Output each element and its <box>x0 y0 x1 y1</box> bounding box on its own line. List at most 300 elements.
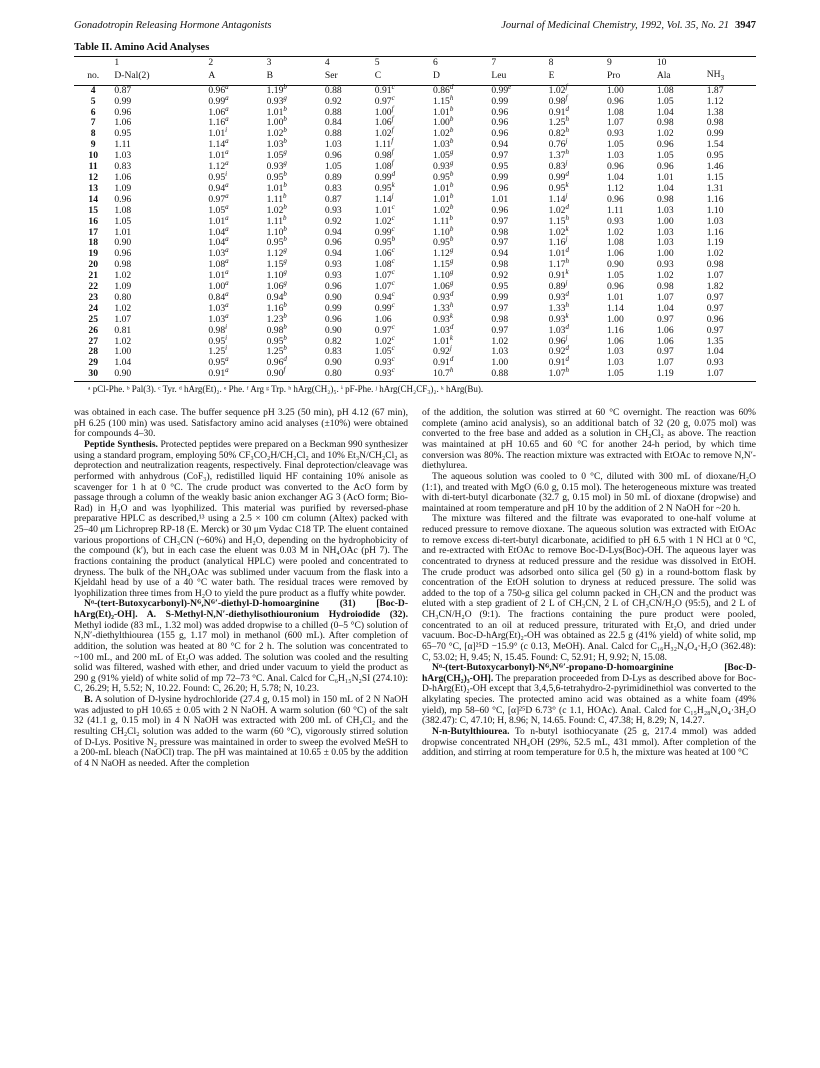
table-row <box>74 238 756 249</box>
cell-value: 10.7 <box>433 368 450 380</box>
cell-value: 1.15 <box>548 215 566 227</box>
cell-value: 1.00 <box>606 84 624 96</box>
table-cell <box>489 369 546 381</box>
cell-footnote-mark: f <box>391 115 394 124</box>
cell-footnote-mark: d <box>565 202 569 211</box>
table-cell <box>323 369 373 381</box>
cell-footnote-mark: b <box>283 137 287 146</box>
compound-number: 29 <box>88 357 98 369</box>
column-header: no. <box>74 69 112 85</box>
cell-value: 1.17 <box>548 259 566 271</box>
cell-value: 0.95 <box>114 128 132 140</box>
table-row <box>74 358 756 369</box>
cell-value: 0.95 <box>374 182 392 194</box>
cell-value: 1.01 <box>266 106 284 118</box>
cell-value: 0.98 <box>208 324 226 336</box>
cell-value: 1.07 <box>656 291 674 303</box>
table-row <box>74 293 756 304</box>
cell-value: 0.89 <box>548 281 566 293</box>
cell-footnote-mark: a <box>225 82 229 91</box>
cell-footnote-mark: a <box>225 235 229 244</box>
cell-footnote-mark: b <box>283 202 287 211</box>
cell-footnote-mark: a <box>225 93 229 102</box>
cell-value: 0.88 <box>324 128 342 140</box>
cell-footnote-mark: k <box>391 180 395 189</box>
cell-value: 1.33 <box>548 302 566 314</box>
column-number: 9 <box>606 57 612 68</box>
cell-value: 0.93 <box>433 313 450 325</box>
cell-value: 1.08 <box>374 259 392 271</box>
cell-value: 0.97 <box>491 237 509 249</box>
running-header <box>74 20 756 38</box>
cell-footnote-mark: j <box>391 191 394 200</box>
cell-footnote-mark: c <box>391 93 395 102</box>
cell-footnote-mark: a <box>225 300 229 309</box>
cell-footnote-mark: b <box>449 126 454 135</box>
cell-value: 0.95 <box>208 335 226 347</box>
cell-value: 1.07 <box>374 270 392 282</box>
compound-number: 7 <box>90 117 96 129</box>
cell-value: 1.01 <box>433 335 450 347</box>
table-row <box>74 282 756 293</box>
body-paragraph <box>422 408 756 472</box>
cell-value: 0.99 <box>374 226 392 238</box>
cell-value: 1.00 <box>266 117 284 129</box>
table-body <box>74 82 756 381</box>
cell-footnote-mark: a <box>225 366 229 375</box>
cell-value: 1.25 <box>548 117 566 129</box>
column-header: D-Nal(2) <box>112 69 206 85</box>
cell-value: 0.81 <box>114 324 132 336</box>
cell-footnote-mark: h <box>449 300 454 309</box>
cell-value: 0.89 <box>324 171 342 183</box>
cell-value: 0.94 <box>324 248 342 260</box>
cell-value: 0.96 <box>208 84 226 96</box>
cell-value: 1.01 <box>208 150 226 162</box>
cell-value: 1.05 <box>656 150 674 162</box>
cell-value: 0.98 <box>266 324 284 336</box>
cell-value: 1.12 <box>266 248 284 260</box>
cell-value: 1.12 <box>208 161 226 173</box>
cell-value: 1.07 <box>548 368 566 380</box>
cell-footnote-mark: i <box>225 344 228 353</box>
cell-value: 0.87 <box>324 193 342 205</box>
cell-value: 0.95 <box>548 182 566 194</box>
table-cell <box>206 366 264 381</box>
paragraph-heading: Nᵅ-(tert-Butoxycarbonyl)-Nᴳ,Nᴳ′-diethyl-D-homoarginine (31) [Boc-D-hArg(Et)₂-OH]. A. S-Methyl-N,N′-diethylisothiouronium Hydroiodide (32). <box>74 598 408 621</box>
cell-value: 1.02 <box>114 270 132 282</box>
cell-value: 1.01 <box>656 171 674 183</box>
column-number: 7 <box>491 57 497 68</box>
cell-value: 1.11 <box>606 204 624 216</box>
cell-value: 0.95 <box>266 237 284 249</box>
cell-value: 0.94 <box>491 139 509 151</box>
cell-value: 0.96 <box>324 281 342 293</box>
cell-footnote-mark: g <box>283 257 287 266</box>
cell-value: 1.01 <box>266 182 284 194</box>
table-row <box>74 217 756 228</box>
column-header: $NH_3$ <box>705 69 756 85</box>
cell-value: 1.05 <box>114 215 132 227</box>
cell-footnote-mark: j <box>565 191 568 200</box>
body-paragraph <box>422 663 756 727</box>
cell-footnote-mark: g <box>449 158 454 167</box>
cell-value: 0.99 <box>208 95 226 107</box>
table-row <box>74 347 756 358</box>
column-number <box>705 57 756 69</box>
cell-value: 0.97 <box>656 346 674 358</box>
cell-footnote-mark: g <box>283 278 287 287</box>
cell-footnote-mark: b <box>449 104 454 113</box>
cell-value: 0.93 <box>606 128 624 140</box>
paragraph-text: The aqueous solution was cooled to 0 °C, diluted with 300 mL of dioxane/H₂O (1:1), and treated with MgO (6.0 g, 0.15 mol). The heterogeneous mixture was treated with di-tert-butyl dicarbonate (32.7 g, 0.15 mol) in 50 mL of dioxane (dropwise) and maintained at room temperature and pH 10 by the addition of 2 N NaOH for ~20 h. <box>422 470 756 514</box>
cell-value: 1.05 <box>324 161 342 173</box>
column-number: 5 <box>374 57 380 68</box>
table-row <box>74 271 756 282</box>
cell-footnote-mark: f <box>391 126 394 135</box>
cell-footnote-mark: g <box>283 147 287 156</box>
cell-value: 0.83 <box>114 161 132 173</box>
cell-value: 1.23 <box>266 313 284 325</box>
cell-value: 1.15 <box>706 171 724 183</box>
column-header: C <box>373 69 431 85</box>
cell-footnote-mark: c <box>391 213 395 222</box>
cell-footnote-mark: j <box>565 278 568 287</box>
cell-value: 1.09 <box>114 182 132 194</box>
cell-value: 1.01 <box>208 270 226 282</box>
cell-value: 1.03 <box>114 150 132 162</box>
cell-footnote-mark: a <box>225 191 229 200</box>
cell-value: 0.99 <box>491 95 509 107</box>
cell-footnote-mark: j <box>449 344 452 353</box>
cell-value: 0.90 <box>114 237 132 249</box>
cell-value: 1.11 <box>374 139 392 151</box>
cell-footnote-mark: c <box>391 322 395 331</box>
compound-number: 20 <box>88 259 98 271</box>
cell-value: 0.99 <box>374 171 392 183</box>
cell-value: 1.00 <box>656 248 674 260</box>
cell-value: 0.82 <box>324 335 342 347</box>
column-number: 2 <box>208 57 214 68</box>
page-number: 3947 <box>735 20 756 31</box>
cell-footnote-mark: f <box>283 366 286 375</box>
cell-value: 0.93 <box>706 357 724 369</box>
cell-value: 1.16 <box>706 193 724 205</box>
cell-footnote-mark: d <box>449 289 454 298</box>
cell-footnote-mark: b <box>283 322 287 331</box>
cell-footnote-mark: a <box>225 311 229 320</box>
cell-footnote-mark: a <box>225 104 229 113</box>
cell-value: 1.82 <box>706 281 724 293</box>
cell-value: 1.03 <box>656 237 674 249</box>
cell-value: 1.06 <box>374 117 392 129</box>
cell-footnote-mark: f <box>565 82 568 91</box>
cell-footnote-mark: h <box>565 115 569 124</box>
table-row <box>74 173 756 184</box>
compound-number: 15 <box>88 204 98 216</box>
compound-number: 10 <box>88 150 98 162</box>
cell-value: 1.14 <box>208 139 226 151</box>
column-header: E <box>547 69 605 85</box>
cell-value: 0.98 <box>706 259 724 271</box>
cell-value: 0.96 <box>324 150 342 162</box>
cell-value: 1.06 <box>656 335 674 347</box>
cell-value: 0.98 <box>656 117 674 129</box>
table-row <box>74 184 756 195</box>
cell-value: 1.02 <box>548 84 566 96</box>
cell-value: 1.02 <box>433 204 450 216</box>
cell-footnote-mark: b <box>283 82 287 91</box>
cell-value: 1.25 <box>208 346 226 358</box>
cell-footnote-mark: c <box>391 202 395 211</box>
table-row <box>74 260 756 271</box>
cell-value: 1.01 <box>208 128 226 140</box>
column-number: 8 <box>548 57 554 68</box>
cell-value: 1.31 <box>706 182 724 194</box>
paragraph-heading: Nᵅ-(tert-Butoxycarbonyl)-Nᴳ,Nᴳ′-propano-D-homoarginine [Boc-D-hArg(CH₂)₃-OH]. <box>422 662 756 684</box>
cell-value: 1.04 <box>706 346 724 358</box>
cell-value: 1.14 <box>606 302 624 314</box>
cell-value: 1.06 <box>433 281 450 293</box>
cell-footnote-mark: b <box>449 137 454 146</box>
cell-value: 0.93 <box>374 357 392 369</box>
cell-value: 0.96 <box>491 182 509 194</box>
cell-value: 0.88 <box>491 368 509 380</box>
cell-value: 0.99 <box>114 95 132 107</box>
cell-value: 1.08 <box>208 259 226 271</box>
cell-footnote-mark: j <box>565 235 568 244</box>
cell-footnote-mark: k <box>565 311 569 320</box>
cell-value: 1.03 <box>491 346 509 358</box>
cell-value: 1.11 <box>266 193 284 205</box>
compound-number: 4 <box>90 84 96 96</box>
cell-value: 0.96 <box>491 106 509 118</box>
cell-footnote-mark: c <box>391 224 395 233</box>
cell-footnote-mark: d <box>565 344 569 353</box>
cell-value: 0.98 <box>491 226 509 238</box>
cell-footnote-mark: c <box>391 366 395 375</box>
cell-value: 0.93 <box>324 259 342 271</box>
cell-value: 0.96 <box>491 204 509 216</box>
cell-value: 0.92 <box>548 346 566 358</box>
paragraph-text: Methyl iodide (83 mL, 1.32 mol) was added dropwise to a chilled (0–5 °C) solution of N,N′-diethylthiourea (155 g, 1.17 mol) in methanol (600 mL). After completion of addition, the solution was heated at 80 °C for 2 h. The solution was concentrated to ~100 mL, and 200 mL of Et₂O was added. The solution was cooled and the resulting solid was filtered, washed with ether, and dried under vacuum to yield the product as 290 g (91% yield) of white solid of mp 72–73 °C. Anal. Calcd for C₆H₁₅N₂SI (274.10): C, 26.29; H, 5.52; N, 10.22. Found: C, 26.20; H, 5.78; N, 10.23. <box>74 619 408 695</box>
compound-number: 16 <box>88 215 98 227</box>
body-columns <box>74 408 756 769</box>
cell-value: 0.93 <box>266 161 284 173</box>
cell-value: 0.98 <box>491 259 509 271</box>
cell-footnote-mark: a <box>225 224 229 233</box>
cell-footnote-mark: g <box>283 158 287 167</box>
cell-footnote-mark: a <box>225 115 229 124</box>
body-paragraph <box>422 472 756 515</box>
cell-value: 0.94 <box>324 226 342 238</box>
table-cell <box>265 366 323 381</box>
cell-footnote-mark: i <box>225 322 228 331</box>
table-row <box>74 369 756 381</box>
cell-value: 1.05 <box>374 346 392 358</box>
body-paragraph <box>422 727 756 759</box>
cell-footnote-mark: b <box>449 224 454 233</box>
cell-value: 1.00 <box>606 313 624 325</box>
cell-footnote-mark: d <box>565 322 569 331</box>
cell-value: 1.05 <box>208 204 226 216</box>
cell-footnote-mark: b <box>449 202 454 211</box>
cell-value: 1.07 <box>114 313 132 325</box>
compound-number: 22 <box>88 281 98 293</box>
compound-number: 12 <box>88 171 98 183</box>
cell-value: 0.96 <box>114 193 132 205</box>
cell-footnote-mark: k <box>565 224 569 233</box>
table-row <box>74 337 756 348</box>
cell-value: 0.97 <box>706 291 724 303</box>
cell-value: 0.83 <box>324 182 342 194</box>
cell-footnote-mark: g <box>449 147 454 156</box>
cell-footnote-mark: a <box>225 137 229 146</box>
cell-footnote-mark: e <box>508 82 512 91</box>
cell-value: 0.83 <box>324 346 342 358</box>
cell-value: 1.25 <box>266 346 284 358</box>
cell-value: 0.97 <box>208 193 226 205</box>
cell-footnote-mark: b <box>449 180 454 189</box>
cell-value: 1.03 <box>433 324 450 336</box>
cell-value: 1.10 <box>706 204 724 216</box>
cell-value: 0.95 <box>491 281 509 293</box>
cell-footnote-mark: d <box>391 169 396 178</box>
cell-value: 1.08 <box>606 106 624 118</box>
cell-value: 0.96 <box>324 313 342 325</box>
cell-footnote-mark: g <box>449 246 454 255</box>
cell-value: 1.15 <box>433 95 450 107</box>
cell-value: 1.02 <box>548 204 566 216</box>
header-journal-block <box>501 20 756 31</box>
cell-value: 1.10 <box>266 226 284 238</box>
compound-number: 6 <box>90 106 96 118</box>
cell-value: 1.12 <box>706 95 724 107</box>
amino-acid-table <box>74 56 756 382</box>
table-row <box>74 129 756 140</box>
cell-value: 1.35 <box>706 335 724 347</box>
cell-value: 1.05 <box>606 139 624 151</box>
cell-footnote-mark: b <box>283 191 287 200</box>
cell-value: 0.90 <box>324 357 342 369</box>
cell-value: 0.86 <box>433 84 450 96</box>
column-number <box>74 57 112 69</box>
cell-value: 1.02 <box>606 226 624 238</box>
cell-value: 1.10 <box>433 226 450 238</box>
cell-value: 0.98 <box>374 150 392 162</box>
cell-value: 0.91 <box>374 84 392 96</box>
table-caption: Table II. Amino Acid Analyses <box>74 42 210 53</box>
cell-value: 0.95 <box>374 237 392 249</box>
cell-value: 1.04 <box>656 302 674 314</box>
cell-footnote-mark: b <box>449 169 454 178</box>
cell-footnote-mark: h <box>565 366 569 375</box>
column-header: D <box>431 69 489 85</box>
cell-value: 0.93 <box>548 313 566 325</box>
cell-value: 1.11 <box>433 215 450 227</box>
cell-value: 1.05 <box>606 270 624 282</box>
cell-footnote-mark: b <box>283 289 287 298</box>
header-journal-citation: Journal of Medicinal Chemistry, 1992, Vol. 35, No. 21 <box>501 20 729 31</box>
cell-value: 1.04 <box>656 182 674 194</box>
cell-value: 0.93 <box>433 161 450 173</box>
cell-footnote-mark: b <box>283 104 287 113</box>
cell-value: 0.96 <box>706 313 724 325</box>
cell-footnote-mark: b <box>449 191 454 200</box>
cell-footnote-mark: b <box>283 224 287 233</box>
paragraph-text: To n-butyl isothiocyanate (25 g, 217.4 mmol) was added dropwise concentrated NH₄OH (29%, 52.5 mL, 431 mmol). After completion of the addition, and stirring at room temperature for 0.5 h, the mixture was heated at 100 °C <box>422 725 756 759</box>
cell-footnote-mark: d <box>565 355 569 364</box>
cell-value: 0.91 <box>208 368 226 380</box>
table-cell <box>655 369 705 381</box>
cell-value: 1.37 <box>548 150 566 162</box>
cell-value: 0.84 <box>208 291 226 303</box>
cell-value: 0.80 <box>324 368 342 380</box>
cell-value: 0.99 <box>706 128 724 140</box>
cell-value: 0.92 <box>324 95 342 107</box>
cell-footnote-mark: g <box>283 246 287 255</box>
compound-number: 17 <box>88 226 98 238</box>
table-cell <box>705 369 756 381</box>
cell-value: 0.90 <box>266 368 284 380</box>
paragraph-text: Protected peptides were prepared on a Beckman 990 synthesizer using a standard program, employing 50% CF₃CO₂H/CH₂Cl₂ and 10% Et₃N/CH₂Cl₂ as deprotection and neutralization reagents, respectively. Final deprotection/cleavage was performed with anhydrous (CoF₃), redistilled liquid HF containing 10% anisole as scavenger for 1 h at 0 °C. The crude product was converted to the AcO form by passage through a column of the weakly basic anion exchanger AG 3 (AcO form; Bio-Rad) in H₂O and was lyophilized. This material was purified by reversed-phase preparative HPLC as described,¹³ using a 2.5 × 100 cm column (Altex) packed with 25–40 μm Lichroprep RP-18 (E. Merck) or 30 μm Vydac C18 TP. The eluent contained various proportions of CH₃CN (~60%) and H₂O, depending on the hydrophobicity of the compound (k′), but in each case the eluent was 0.03 M in NH₄OAc (pH 7). The fractions containing the product (analytical HPLC) were pooled and concentrated to dryness. The bulk of the NH₄OAc was sublimed under vacuum from the flask into a Kjeldahl head by use of a 40 °C water bath. The residual traces were removed by lyophilization three times from H₂O to yield the pure product as a fluffy white powder. <box>74 439 408 599</box>
cell-value: 1.01 <box>548 248 566 260</box>
cell-value: 1.02 <box>266 128 284 140</box>
table-cell <box>605 369 655 381</box>
cell-value: 1.16 <box>548 237 566 249</box>
cell-footnote-mark: c <box>391 267 395 276</box>
cell-value: 0.93 <box>606 215 624 227</box>
cell-value: 0.95 <box>208 171 226 183</box>
cell-value: 1.02 <box>374 128 392 140</box>
compound-number: 14 <box>88 193 98 205</box>
paragraph-text: A solution of D-lysine hydrochloride (27.4 g, 0.15 mol) in 150 mL of 2 N NaOH was adjusted to pH 10.65 ± 0.05 with 2 N NaOH. A warm solution (60 °C) of the salt 32 (41.1 g, 0.15 mol) in 4 N NaOH was extracted with 200 mL of CH₂Cl₂ and the resulting CH₂Cl₂ solution was added to the warm (60 °C), vigorously stirred solution of D-Lys. Positive N₂ pressure was maintained in order to sweep the evolved MeSH to a 200-mL bleach (NaOCl) trap. The pH was maintained at 10.65 ± 0.05 by the addition of 4 N NaOH as needed. After the completion <box>74 694 408 769</box>
cell-value: 0.93 <box>656 259 674 271</box>
cell-value: 0.98 <box>656 193 674 205</box>
cell-value: 1.15 <box>433 259 450 271</box>
cell-value: 1.03 <box>324 139 342 151</box>
cell-value: 1.10 <box>266 270 284 282</box>
table-cell <box>431 366 489 381</box>
compound-number: 9 <box>90 139 96 151</box>
cell-value: 0.96 <box>548 335 566 347</box>
cell-footnote-mark: b <box>283 180 287 189</box>
cell-footnote-mark: f <box>391 104 394 113</box>
compound-number: 23 <box>88 291 98 303</box>
cell-value: 0.96 <box>606 281 624 293</box>
cell-value: 1.03 <box>266 139 284 151</box>
cell-value: 1.02 <box>548 226 566 238</box>
cell-footnote-mark: b <box>283 235 287 244</box>
cell-value: 0.96 <box>656 161 674 173</box>
paragraph-heading: Peptide Synthesis. <box>84 439 158 451</box>
cell-value: 1.04 <box>114 357 132 369</box>
table-cell <box>547 366 605 381</box>
cell-value: 0.87 <box>114 84 132 96</box>
cell-footnote-mark: d <box>449 82 454 91</box>
cell-footnote-mark: b <box>283 300 287 309</box>
table-row <box>74 85 756 96</box>
cell-footnote-mark: a <box>225 147 229 156</box>
cell-value: 1.03 <box>706 215 724 227</box>
cell-value: 0.92 <box>433 346 450 358</box>
cell-value: 0.97 <box>374 95 392 107</box>
table-cell <box>112 369 206 381</box>
table-row <box>74 249 756 260</box>
cell-value: 1.06 <box>374 248 392 260</box>
cell-value: 1.06 <box>656 324 674 336</box>
cell-value: 1.05 <box>656 95 674 107</box>
